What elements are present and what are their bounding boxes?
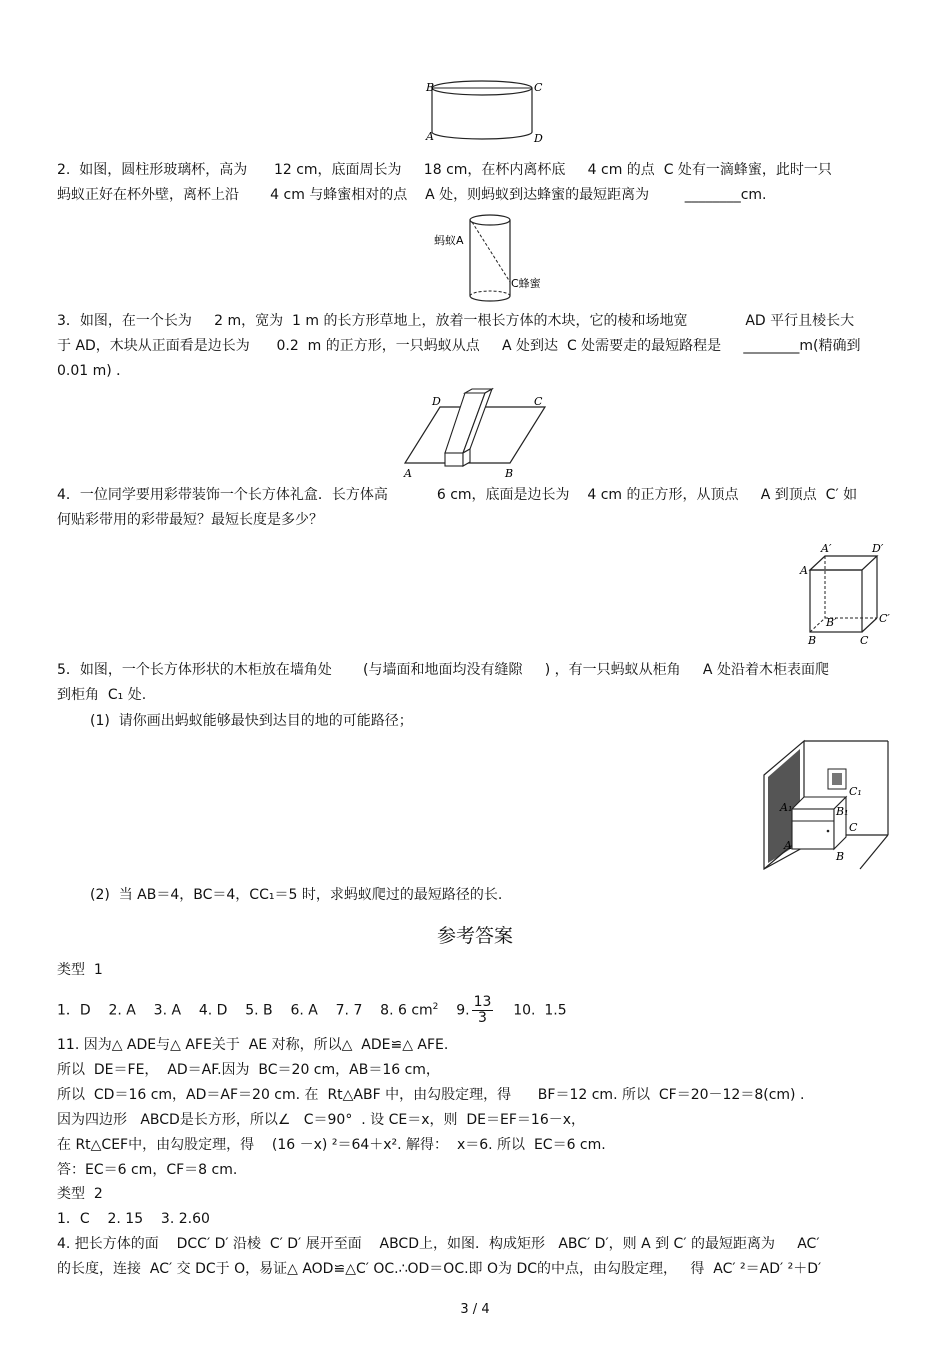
- type1-answers-b: 9.: [438, 1002, 470, 1019]
- label-C: C: [849, 821, 858, 834]
- label-C: C: [534, 395, 543, 408]
- problem-5-sub2: (2) 当 AB＝4，BC＝4，CC₁＝5 时，求蚂蚁爬过的最短路径的长.: [90, 887, 503, 903]
- fraction-numerator: 13: [473, 994, 492, 1011]
- label-C: C: [534, 81, 543, 94]
- label-B: B: [836, 850, 845, 863]
- label-A: A: [800, 564, 808, 577]
- label-C-prime: C′: [879, 612, 890, 625]
- box-figure: [798, 540, 898, 650]
- type1-answers: [57, 990, 890, 1027]
- answer-11-line5: 在 Rt△CEF中，由勾股定理，得 (16 －x) ²＝64＋x². 解得： x＝6. 所以 EC＝6 cm.: [57, 1137, 606, 1153]
- cylinder-figure: [425, 78, 545, 148]
- answer-11-line1: 11. 因为△ ADE与△ AFE关于 AE 对称，所以△ ADE≌△ AFE.: [57, 1037, 449, 1053]
- label-C1: C₁: [849, 785, 862, 798]
- cabinet-figure: [758, 735, 893, 875]
- page-number: 3 / 4: [460, 1302, 490, 1317]
- problem-4-line2: 何贴彩带用的彩带最短？最短长度是多少？: [57, 512, 323, 528]
- glass-figure: [430, 210, 555, 305]
- label-D: D: [432, 395, 441, 408]
- problem-3-line3: 0.01 m) ．: [57, 363, 131, 379]
- problem-4-line1: 4．一位同学要用彩带装饰一个长方体礼盒．长方体高 6 cm，底面是边长为 4 cm 的正方形，从顶点 A 到顶点 C′ 如: [57, 487, 858, 503]
- label-B: B: [505, 467, 514, 480]
- problem-2-line1: 2. 如图，圆柱形玻璃杯，高为 12 cm，底面周长为 18 cm，在杯内离杯底 4 cm 的点 C 处有一滴蜂蜜，此时一只: [57, 162, 832, 178]
- label-D-prime: D′: [872, 542, 884, 555]
- answer-4-line2: 的长度，连接 AC′ 交 DC于 O，易证△ AOD≌△C′ OC.∴OD＝OC.即 O为 DC的中点，由勾股定理， 得 AC′ ²＝AD′ ²＋D′: [57, 1261, 822, 1277]
- ant-label: 蚂蚁A: [434, 234, 464, 247]
- label-A: A: [404, 467, 412, 480]
- answer-11-line4: 因为四边形 ABCD是长方形，所以∠ C＝90° . 设 CE＝x，则 DE＝EF＝16－x，: [57, 1112, 586, 1128]
- answers-heading: 参考答案: [436, 925, 513, 947]
- problem-2-line2: 蚂蚁正好在杯外壁，离杯上沿 4 cm 与蜂蜜相对的点 A 处，则蚂蚁到达蜂蜜的最短距离为 ________cm.: [57, 187, 767, 203]
- answer-11-line2: 所以 DE＝FE， AD＝AF.因为 BC＝20 cm，AB＝16 cm，: [57, 1062, 440, 1078]
- answer-11-line6: 答：EC＝6 cm，CF＝8 cm.: [57, 1162, 238, 1178]
- label-C: C: [860, 634, 869, 647]
- superscript-2: 2: [432, 1002, 439, 1012]
- problem-3-line2: 于 AD，木块从正面看是边长为 0.2 m 的正方形，一只蚂蚁从点 A 处到达 C 处需要走的最短路程是 ________m(精确到: [57, 338, 861, 354]
- problem-3-line1: 3．如图，在一个长为 2 m，宽为 1 m 的长方形草地上，放着一根长方体的木块，它的棱和场地宽 AD 平行且棱长大: [57, 313, 855, 329]
- field-figure: [400, 385, 560, 485]
- label-D: D: [534, 132, 543, 145]
- answer-4-line1: 4. 把长方体的面 DCC′ D′ 沿棱 C′ D′ 展开至面 ABCD上，如图．构成矩形 ABC′ D′，则 A 到 C′ 的最短距离为 AC′: [57, 1236, 820, 1252]
- label-A: A: [784, 839, 792, 852]
- label-A1: A₁: [780, 801, 793, 814]
- type1-answers-c: 10. 1.5: [495, 1002, 567, 1019]
- label-B: B: [426, 81, 435, 94]
- type1-answers-a: 1．D 2. A 3. A 4. D 5. B 6. A 7. 7 8. 6 cm: [57, 1002, 433, 1019]
- problem-5-line2: 到柜角 C₁ 处.: [57, 687, 147, 703]
- answer-11-line3: 所以 CD＝16 cm，AD＝AF＝20 cm. 在 Rt△ABF 中，由勾股定理，得 BF＝12 cm. 所以 CF＝20－12＝8(cm) .: [57, 1087, 805, 1103]
- problem-5-sub1: (1) 请你画出蚂蚁能够最快到达目的地的可能路径；: [90, 713, 413, 729]
- label-A: A: [426, 130, 434, 143]
- fraction: [472, 995, 494, 1026]
- fraction-denominator: 3: [478, 1010, 487, 1027]
- label-B1: B₁: [836, 805, 849, 818]
- label-B-prime: B′: [826, 616, 837, 629]
- label-A-prime: A′: [821, 542, 832, 555]
- problem-5-line1: 5．如图，一个长方体形状的木柜放在墙角处 (与墙面和地面均没有缝隙 ) ，有一只蚂蚁从柜角 A 处沿着木柜表面爬: [57, 662, 829, 678]
- type2-label: 类型 2: [57, 1186, 103, 1202]
- type2-answers: 1．C 2. 15 3. 2.60: [57, 1211, 210, 1227]
- type1-label: 类型 1: [57, 962, 103, 978]
- honey-label: C蜂蜜: [511, 277, 541, 290]
- label-B: B: [808, 634, 817, 647]
